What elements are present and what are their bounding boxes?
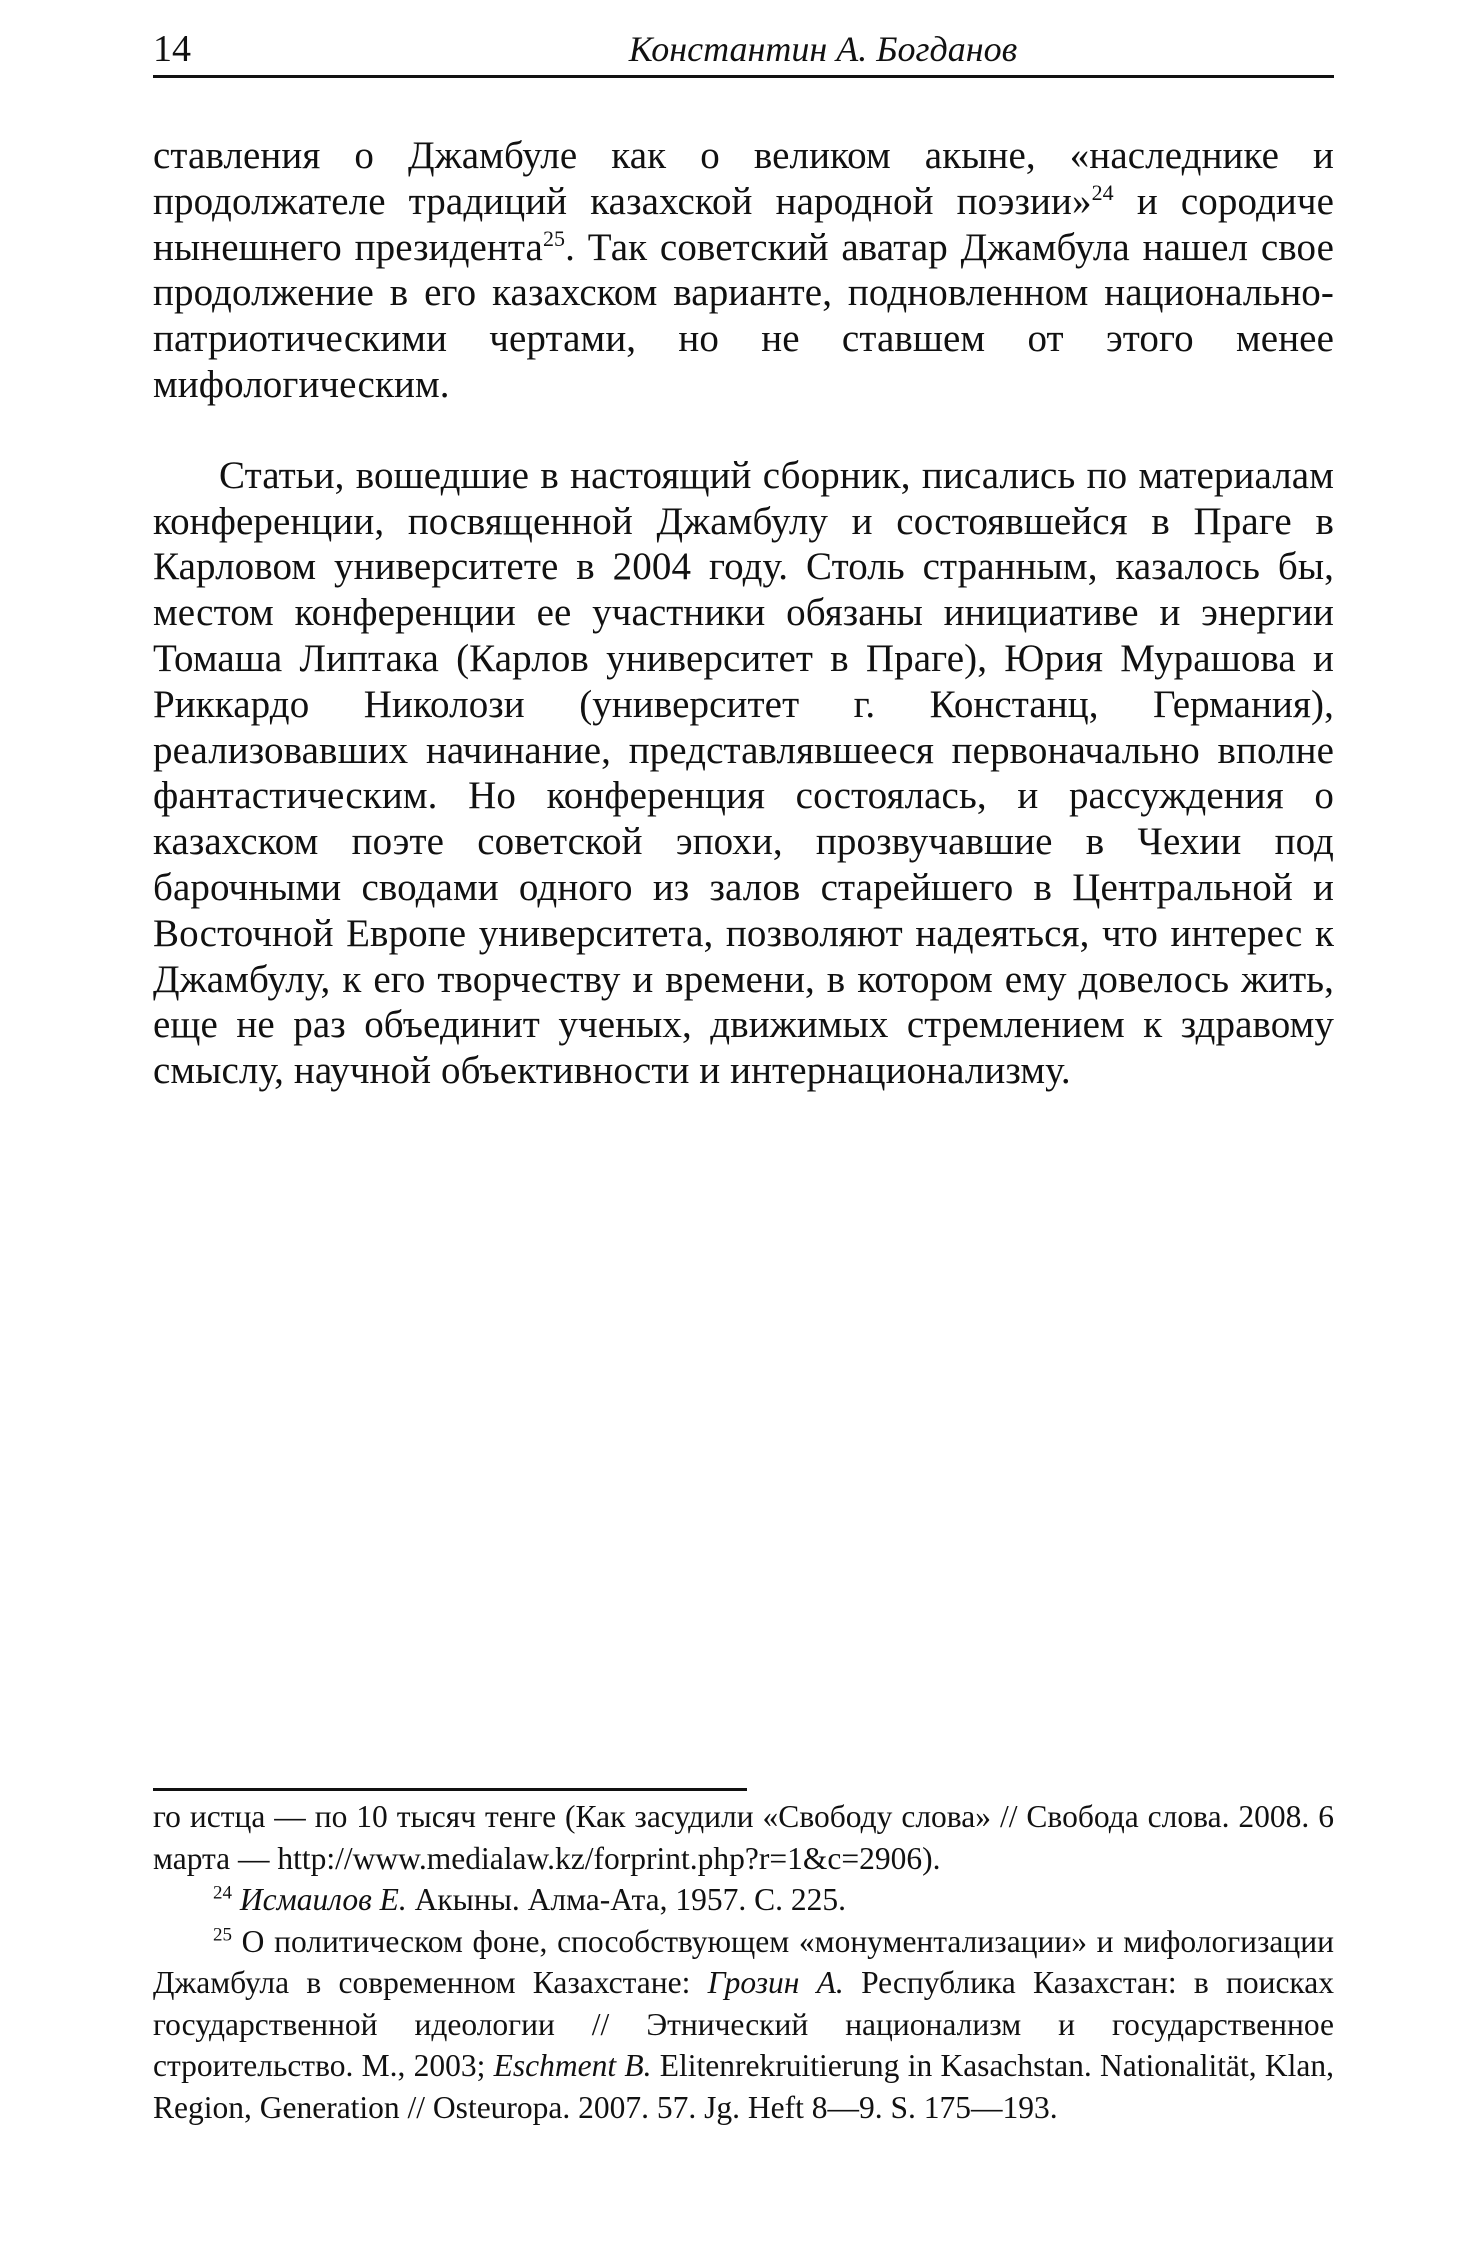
- footnote-author: Грозин А.: [707, 1965, 844, 2000]
- footnote-text: Elitenrekruitierung in Kasachstan. Nationalität, Klan, Region, Generation // Osteuropa. 2007. 57. Jg. Heft 8—9. S. 175—193.: [153, 2048, 1334, 2125]
- page-number: 14: [153, 28, 191, 70]
- footnote-text: Акыны. Алма-Ата, 1957. С. 225.: [406, 1882, 846, 1917]
- paragraph: [153, 133, 1334, 408]
- footnote-text: Республика Казахстан: в поисках государственной идеологии // Этнический национализм и государственное строительство. М., 2003;: [153, 1965, 1334, 2083]
- paragraph-text: и сородиче нынешнего президента: [153, 179, 1335, 269]
- paragraph: Статьи, вошедшие в настоящий сборник, писались по материалам конференции, посвященной Джамбулу и состоявшейся в Праге в Карловом университете в 2004 году. Столь странным, казалось бы, местом конференции ее участники обязаны инициативе и энергии Томаша Липтака (Карлов университет в Праге), Юрия Мурашова и Риккардо Николози (университет г. Констанц, Германия), реализовавших начинание, представлявшееся первоначально вполне фантастическим. Но конференция состоялась, и рассуждения о казахском поэте советской эпохи, прозвучавшие в Чехии под барочными сводами одного из залов старейшего в Центральной и Восточной Европе университета, позволяют надеяться, что интерес к Джамбулу, к его творчеству и времени, в котором ему довелось жить, еще не раз объединит ученых, движимых стремлением к здравому смыслу, научной объективности и интернационализму.: [153, 453, 1334, 1093]
- footnote-rule: [153, 1788, 747, 1791]
- footnotes: [153, 1796, 1334, 2128]
- footnote-text: О политическом фоне, способствующем «монументализации» и мифологизации Джамбула в современном Казахстане:: [153, 1923, 1334, 2000]
- running-title: Константин А. Богданов: [628, 29, 1018, 69]
- footnote-24: [153, 1879, 1334, 1921]
- footnote-ref: 24: [1091, 179, 1114, 205]
- header-rule: [153, 75, 1334, 78]
- footnote-ref: 25: [542, 225, 566, 251]
- footnote-mark: 24: [213, 1882, 232, 1904]
- footnote-continuation: го истца — по 10 тысяч тенге (Как засудили «Свободу слова» // Свобода слова. 2008. 6 марта — http://www.medialaw.kz/forprint.php?r=1&c=2906).: [153, 1799, 1334, 1876]
- paragraph-text: ставления о Джамбуле как о великом акыне, «наследнике и продолжателе традиций казахской народной поэзии»: [153, 134, 1334, 223]
- footnote-author: Исмаилов Е.: [239, 1882, 407, 1917]
- running-header: [153, 26, 1334, 80]
- footnote-mark: 25: [213, 1924, 232, 1945]
- paragraph-text: . Так советский аватар Джамбула нашел свое продолжение в его казахском варианте, подновленном национально-патриотическими чертами, но не ставшем от этого менее мифологическим.: [153, 225, 1334, 406]
- footnote-author: Eschment B.: [493, 2048, 652, 2083]
- footnote-25: [153, 1921, 1334, 2129]
- main-text: [153, 133, 1334, 1094]
